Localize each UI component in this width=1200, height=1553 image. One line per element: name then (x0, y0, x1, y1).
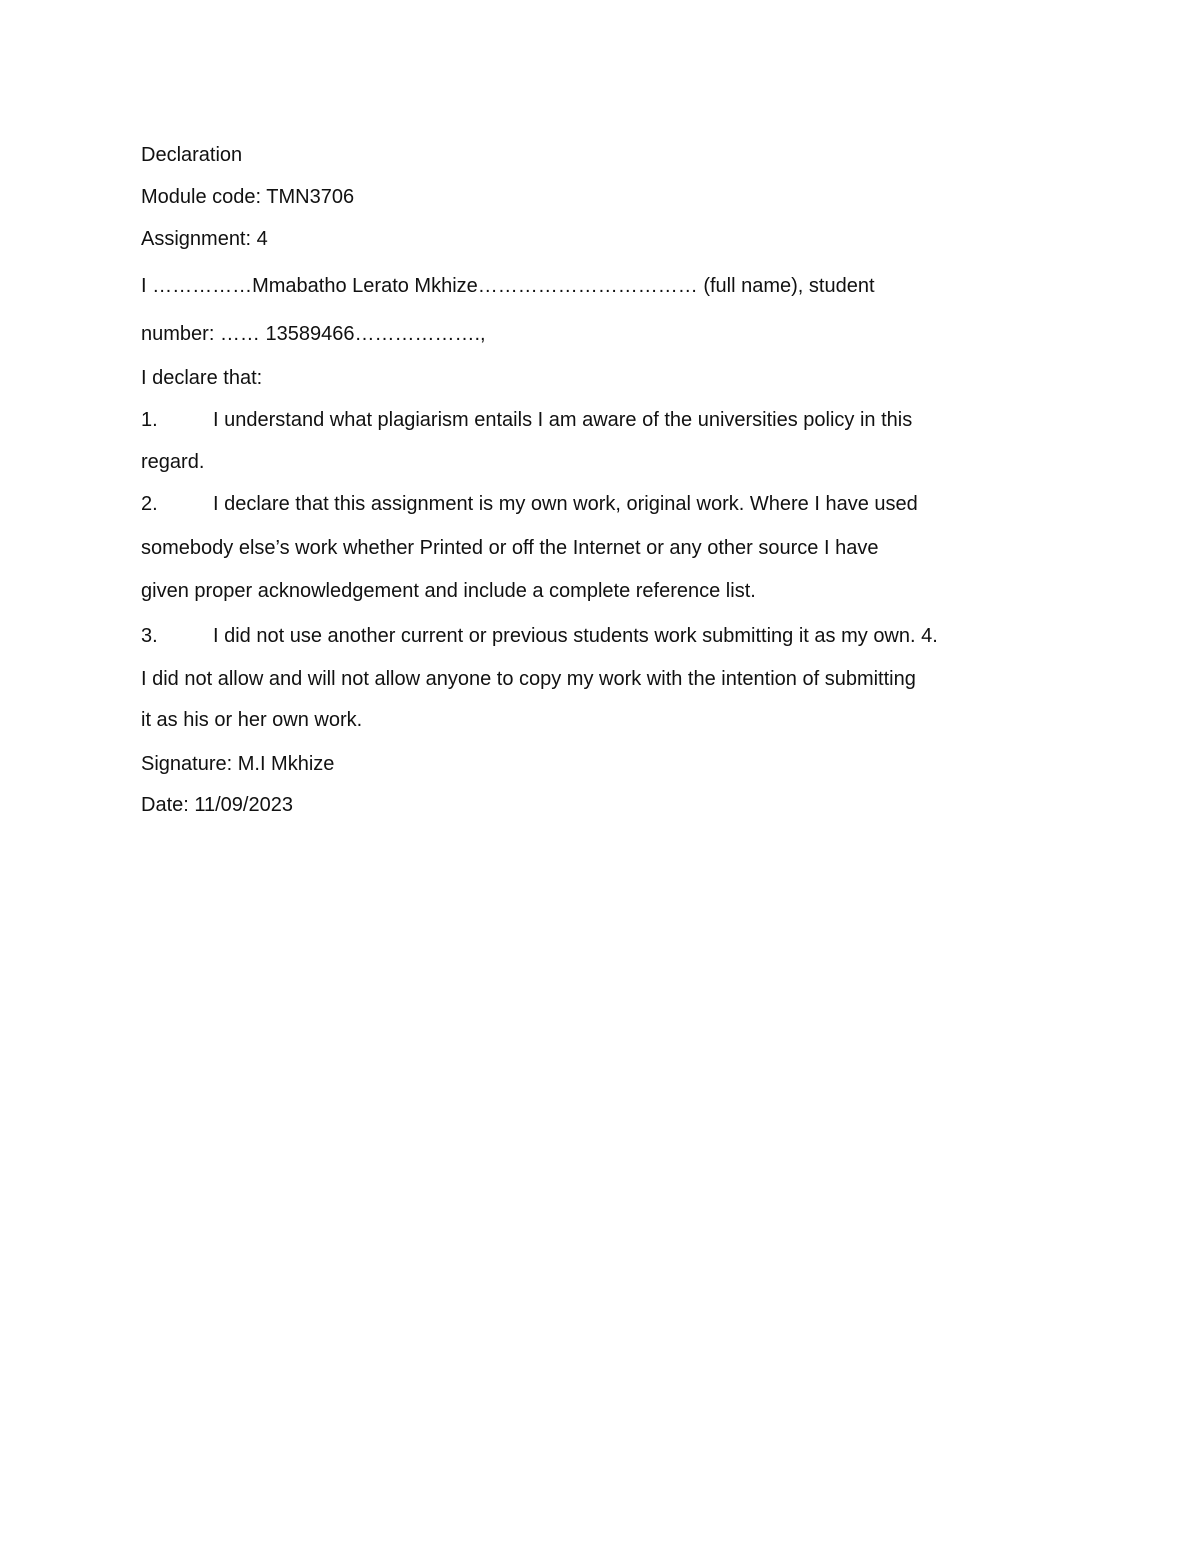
list-item-number: 1. (141, 409, 158, 431)
full-name-line: I ……………Mmabatho Lerato Mkhize…………………………… (full name), student (141, 275, 875, 297)
declaration-heading: Declaration (141, 144, 243, 166)
list-item (141, 624, 938, 648)
list-item (141, 492, 918, 516)
date-line: Date: 11/09/2023 (141, 794, 293, 816)
list-item-continuation: I did not allow and will not allow anyone to copy my work with the intention of submitting (141, 668, 916, 690)
declare-intro: I declare that: (141, 367, 263, 389)
list-item (141, 408, 912, 432)
list-item-text: I declare that this assignment is my own work, original work. Where I have used (213, 493, 918, 515)
list-item-number: 2. (141, 493, 158, 515)
student-number-line: number: …… 13589466………………., (141, 323, 486, 345)
list-item-continuation: given proper acknowledgement and include a complete reference list. (141, 580, 756, 602)
list-item-continuation: regard. (141, 451, 205, 473)
assignment-number: Assignment: 4 (141, 228, 268, 250)
list-item-text: I did not use another current or previous students work submitting it as my own. 4. (213, 625, 938, 647)
list-item-continuation: somebody else’s work whether Printed or off the Internet or any other source I have (141, 537, 879, 559)
signature-line: Signature: M.I Mkhize (141, 753, 335, 775)
module-code: Module code: TMN3706 (141, 186, 355, 208)
list-item-text: I understand what plagiarism entails I am aware of the universities policy in this (213, 409, 913, 431)
list-item-continuation: it as his or her own work. (141, 709, 363, 731)
list-item-number: 3. (141, 625, 158, 647)
